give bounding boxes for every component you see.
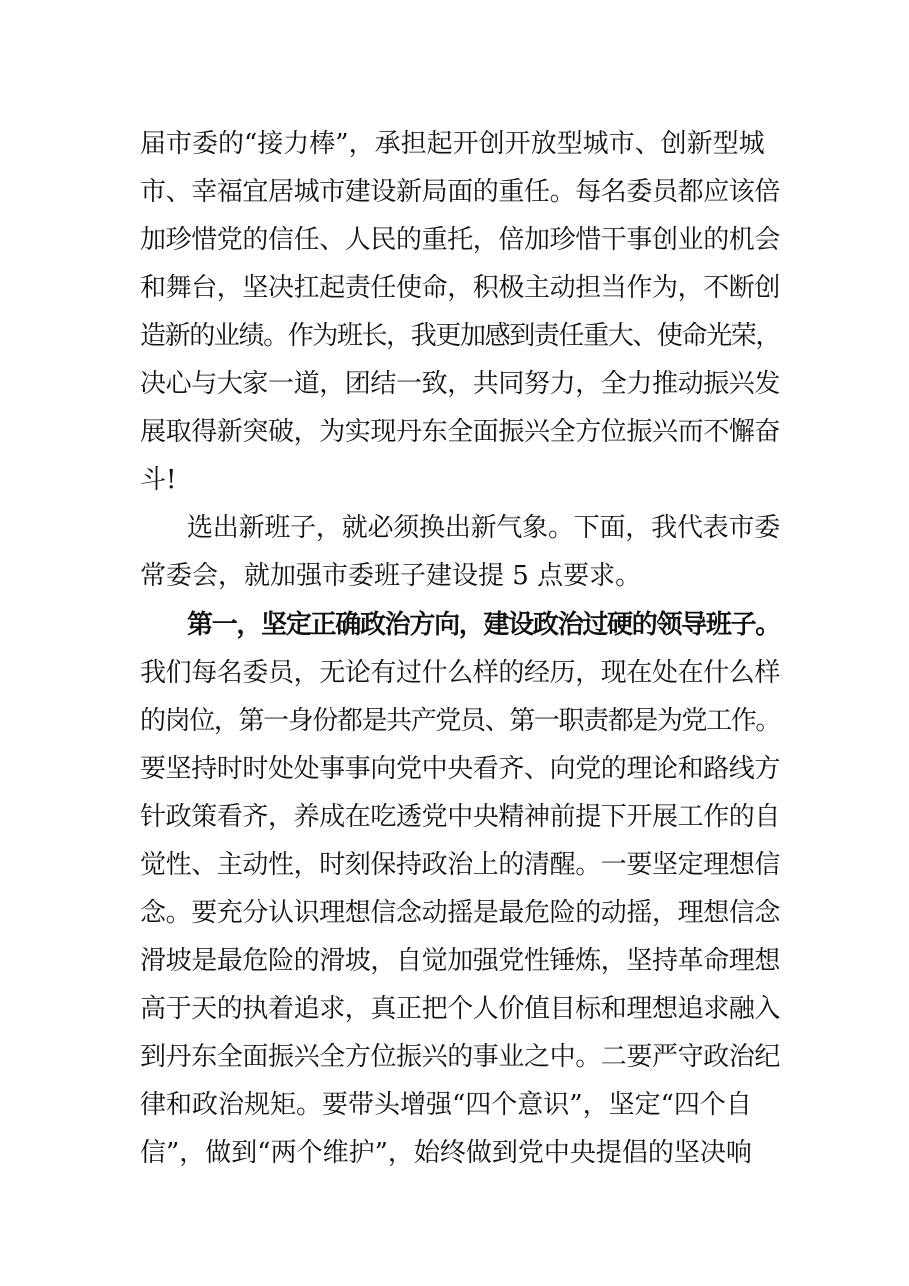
paragraph-line: 斗! xyxy=(140,465,177,495)
paragraph-line: 高于天的执着追求，真正把个人价值目标和理想追求融入 xyxy=(140,994,781,1024)
paragraph-line: 展取得新突破，为实现丹东全面振兴全方位振兴而不懈奋 xyxy=(140,417,781,447)
paragraph-line: 决心与大家一道，团结一致，共同努力，全力推动振兴发 xyxy=(140,369,781,399)
paragraph-line: 加珍惜党的信任、人民的重托，倍加珍惜干事创业的机会 xyxy=(140,225,781,255)
paragraph-line: 觉性、主动性，时刻保持政治上的清醒。一要坚定理想信 xyxy=(140,850,781,880)
paragraph-line: 造新的业绩。作为班长，我更加感到责任重大、使命光荣， xyxy=(140,321,781,351)
paragraph-line: 常委会，就加强市委班子建设提 5 点要求。 xyxy=(140,561,642,591)
paragraph-line: 律和政治规矩。要带头增强“四个意识”，坚定“四个自 xyxy=(140,1090,752,1120)
paragraph-line: 和舞台，坚决扛起责任使命，积极主动担当作为，不断创 xyxy=(140,273,781,303)
paragraph-line: 信”，做到“两个维护”，始终做到党中央提倡的坚决响 xyxy=(140,1138,752,1168)
paragraph-line: 选出新班子，就必须换出新气象。下面，我代表市委 xyxy=(187,513,781,543)
paragraph-line: 市、幸福宜居城市建设新局面的重任。每名委员都应该倍 xyxy=(140,177,781,207)
paragraph-line: 针政策看齐，养成在吃透党中央精神前提下开展工作的自 xyxy=(140,802,781,832)
paragraph-line: 届市委的“接力棒”，承担起开创开放型城市、创新型城 xyxy=(140,129,765,159)
paragraph-line: 要坚持时时处处事事向党中央看齐、向党的理论和路线方 xyxy=(140,754,781,784)
paragraph-line: 的岗位，第一身份都是共产党员、第一职责都是为党工作。 xyxy=(140,706,781,736)
paragraph-line: 我们每名委员，无论有过什么样的经历，现在处在什么样 xyxy=(140,658,781,688)
paragraph-line: 到丹东全面振兴全方位振兴的事业之中。二要严守政治纪 xyxy=(140,1042,781,1072)
paragraph-line: 念。要充分认识理想信念动摇是最危险的动摇，理想信念 xyxy=(140,898,781,928)
paragraph-line: 滑坡是最危险的滑坡，自觉加强党性锤炼，坚持革命理想 xyxy=(140,946,781,976)
section-heading: 第一，坚定正确政治方向，建设政治过硬的领导班子。 xyxy=(187,610,781,640)
